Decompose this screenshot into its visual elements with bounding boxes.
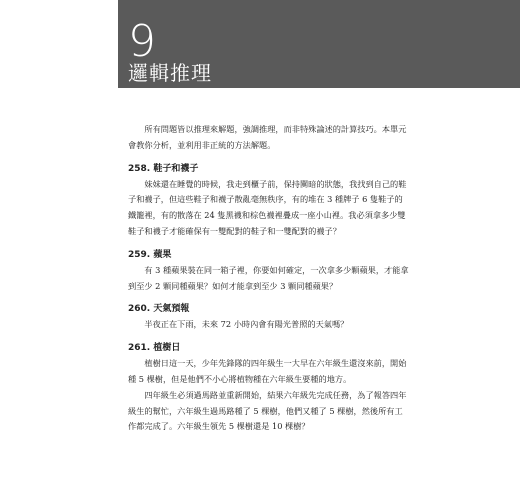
problem-text: 植樹日這一天，少年先鋒隊的四年級生一大早在六年級生還沒來前，開始種 5 棵樹，但是他們不小心將植物種在六年級生要種的地方。 — [128, 358, 407, 384]
problem-title: 260. 天氣預報 — [128, 304, 190, 315]
page-content — [128, 122, 410, 443]
problem-text: 半夜正在下雨，未來 72 小時內會有陽光普照的天氣嗎？ — [144, 319, 349, 330]
problem-260 — [128, 302, 410, 333]
problem-259 — [128, 248, 410, 295]
problem-258 — [128, 162, 410, 240]
problem-title: 261. 植樹日 — [128, 343, 181, 354]
problem-text: 四年級生必須過馬路並重新開始，結果六年級先完成任務，為了報答四年級生的幫忙，六年級生過馬路種了 5 棵樹，他們又種了 5 棵樹，然後所有工作都完成了。六年級生領先 5 棵樹還是 10 棵樹？ — [128, 389, 407, 432]
problem-text: 有 3 種蘋果裝在同一箱子裡，你要如何確定，一次拿多少顆蘋果，才能拿到至少 2 顆同種蘋果？如何才能拿到至少 3 顆同種蘋果？ — [128, 264, 409, 291]
chapter-number: 9 — [128, 16, 156, 67]
chapter-intro: 所有問題皆以推理來解題，強調推理，而非特殊論述的計算技巧。本單元會教你分析，並利用非正統的方法解題。 — [128, 124, 407, 150]
problem-261 — [128, 341, 410, 435]
problem-text: 妹妹還在睡覺的時候，我走到櫃子前，保持闃暗的狀態，我找到自己的鞋子和襪子，但這些鞋子和襪子散亂毫無秩序，有的堆在 3 種牌子 6 隻鞋子的鐵籠裡，有的散落在 24 隻黑襪和棕色襪裡疊成一座小山裡。我必須拿多少雙鞋子和襪子才能確保有一雙配對的鞋子和一雙配對的襪子？ — [128, 178, 407, 236]
problem-title: 259. 蘋果 — [128, 249, 172, 260]
problem-title: 258. 鞋子和襪子 — [128, 163, 199, 174]
chapter-title: 邏輯推理 — [128, 61, 212, 85]
